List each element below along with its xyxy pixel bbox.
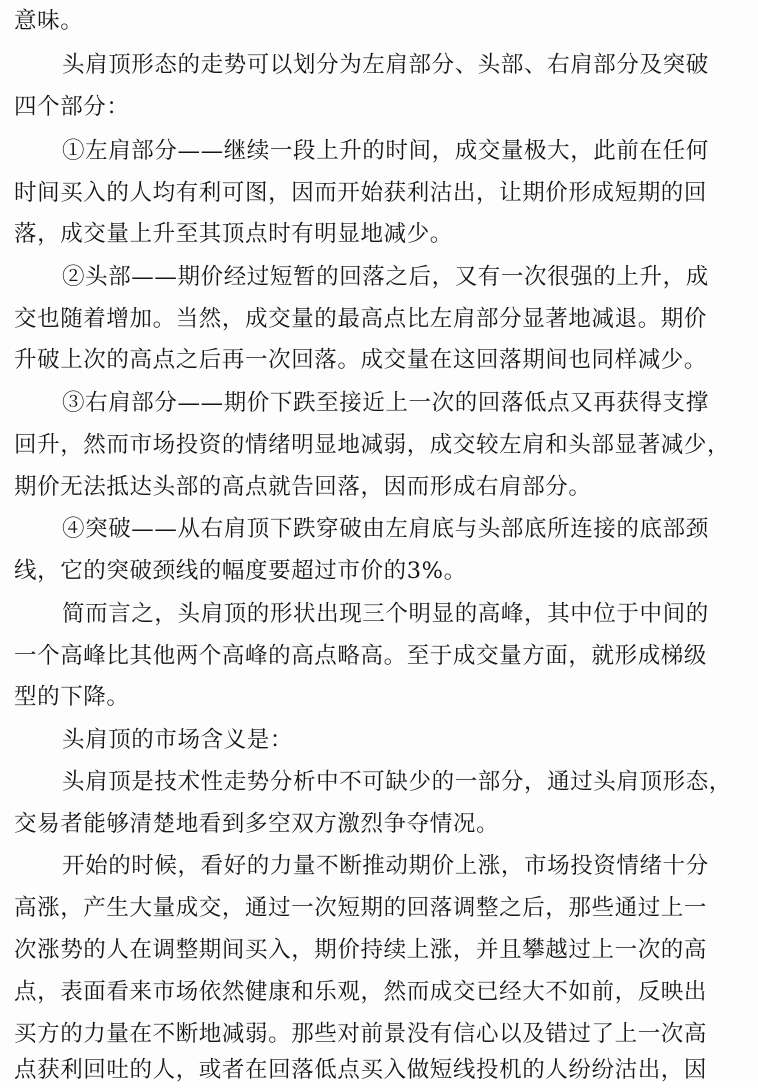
text-line-16: 买方的力量在不断地减弱。那些对前景没有信心以及错过了上一次高 — [14, 1021, 708, 1047]
text-line-2: 四个部分： — [14, 94, 130, 120]
text-line-12: 交易者能够清楚地看到多空双方激烈争夺情况。 — [14, 811, 500, 837]
text-line-4: 落，成交量上升至其顶点时有明显地减少。 — [14, 221, 453, 247]
text-line-17: 点获利回吐的人，或者在回落低点买入做短线投机的人纷纷沽出，因 — [14, 1057, 708, 1083]
text-line-5: 交也随着增加。当然，成交量的最高点比左肩部分显著地减退。期价 — [14, 306, 708, 332]
text-line-15: 点，表面看来市场依然健康和乐观，然而成交已经大不如前，反映出 — [14, 979, 708, 1005]
paragraph-line-5: ④突破——从右肩顶下跌穿破由左肩底与头部底所连接的底部颈 — [62, 516, 709, 542]
paragraph-line-4: ③右肩部分——期价下跌至接近上一次的回落低点又再获得支撑 — [62, 390, 709, 416]
text-line-7: 回升，然而市场投资的情绪明显地减弱，成交较左肩和头部显著减少， — [14, 432, 731, 458]
paragraph-line-8: 头肩顶是技术性走势分析中不可缺少的一部分，通过头肩顶形态， — [62, 769, 732, 795]
text-line-3: 时间买入的人均有利可图，因而开始获利沽出，让期价形成短期的回 — [14, 180, 708, 206]
paragraph-line-1: 头肩顶形态的走势可以划分为左肩部分、头部、右肩部分及突破 — [62, 52, 709, 78]
text-line-10: 一个高峰比其他两个高峰的高点略高。至于成交量方面，就形成梯级 — [14, 643, 708, 669]
text-line-11: 型的下降。 — [14, 684, 130, 710]
paragraph-line-7: 头肩顶的市场含义是： — [62, 727, 294, 753]
paragraph-line-3: ②头部——期价经过短暂的回落之后，又有一次很强的上升，成 — [62, 264, 709, 290]
text-line-9: 线，它的突破颈线的幅度要超过市价的3%。 — [14, 558, 467, 584]
text-line-6: 升破上次的高点之后再一次回落。成交量在这回落期间也同样减少。 — [14, 347, 708, 373]
text-line-8: 期价无法抵达头部的高点就告回落，因而形成右肩部分。 — [14, 474, 592, 500]
text-line-13: 高涨，产生大量成交，通过一次短期的回落调整之后，那些通过上一 — [14, 895, 708, 921]
text-line-14: 次涨势的人在调整期间买入，期价持续上涨，并且攀越过上一次的高 — [14, 937, 708, 963]
paragraph-line-2: ①左肩部分——继续一段上升的时间，成交量极大，此前在任何 — [62, 138, 709, 164]
paragraph-line-9: 开始的时候，看好的力量不断推动期价上涨，市场投资情绪十分 — [62, 853, 709, 879]
text-line-1: 意味。 — [14, 8, 84, 34]
paragraph-line-6: 简而言之，头肩顶的形状出现三个明显的高峰，其中位于中间的 — [62, 601, 709, 627]
